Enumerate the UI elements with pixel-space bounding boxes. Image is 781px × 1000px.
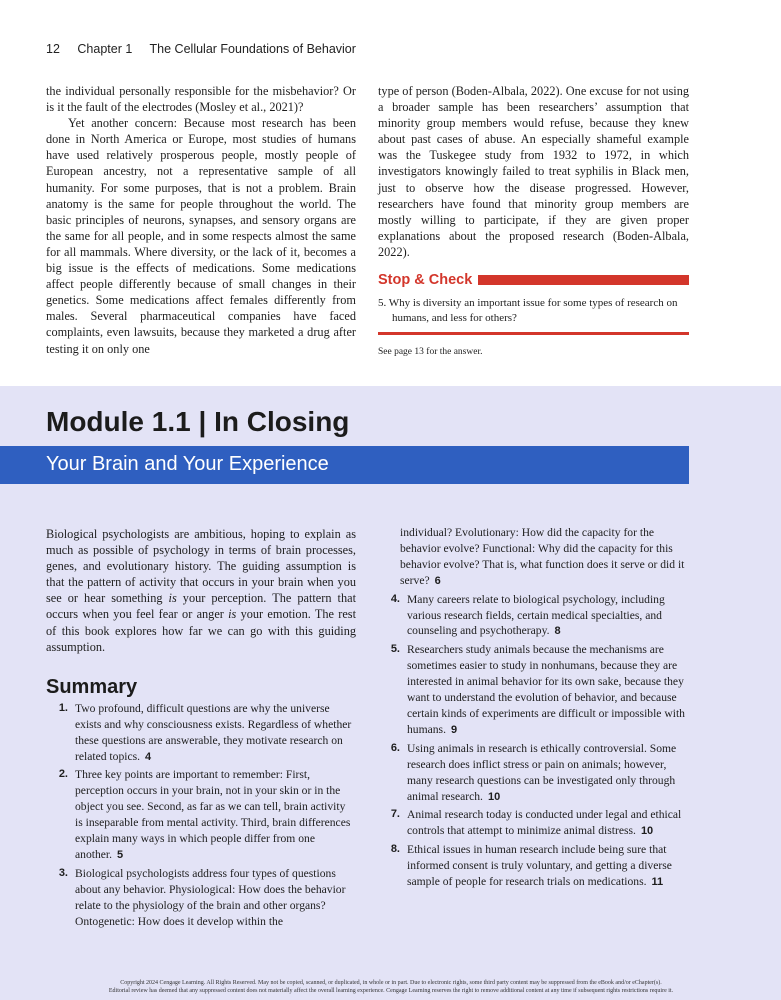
summary-item-number: 3. bbox=[58, 866, 68, 879]
top-left-column bbox=[46, 83, 356, 357]
stop-and-check-bar bbox=[478, 275, 689, 285]
summary-item bbox=[378, 741, 689, 806]
stop-and-check-header bbox=[378, 272, 689, 288]
answer-reference: See page 13 for the answer. bbox=[378, 347, 483, 358]
intro-paragraph: Biological psychologists are ambitious, hoping to explain as much as possible of psychology in terms of brain processes, genes, and evolutionary history. The guiding assumption is that the pattern of activity that occurs in your brain when you see or hear something is your perception. The pattern that occurs when you feel fear or anger is your emotion. The rest of this book explores how far we can go with this guiding assumption. bbox=[46, 527, 356, 654]
copyright-line: Editorial review has deemed that any suppressed content does not materially affect the overall learning experience. Cengage Learning reserves the right to remove additional content at any time if subsequent rights restrictions require it. bbox=[108, 988, 674, 994]
paragraph: the individual personally responsible for the misbehavior? Or is it the fault of the electrodes (Mosley et al., 2021)? bbox=[46, 84, 356, 115]
stop-and-check-box bbox=[378, 272, 689, 360]
page-reference: 11 bbox=[651, 876, 664, 889]
page-reference: 10 bbox=[487, 790, 501, 803]
summary-item-text: Researchers study animals because the mechanisms are sometimes easier to study in nonhumans, because they are interested in animal behavior for its own sake, because they want to understand the evolution of behavior, and because certain kinds of experiments are difficult or impossible with humans. 9 bbox=[407, 643, 685, 736]
stop-and-check-title: Stop & Check bbox=[378, 272, 473, 289]
summary-heading: Summary bbox=[46, 675, 138, 698]
page-reference: 4 bbox=[145, 750, 152, 763]
paragraph: type of person (Boden-Albala, 2022). One excuse for not using a broader sample has been researchers’ assumption that minority group members would refuse, because they knew about past cases of abuse. An especially shameful example was the Tuskegee study from 1932 to 1972, in which investigators knowingly failed to treat syphilis in Black men, just to observe how the disease progressed. However, researchers have found that minority group members are mostly willing to participate, if they are given proper explanations about the proposed research (Boden-Albala, 2022). bbox=[378, 84, 689, 259]
module-subtitle: Your Brain and Your Experience bbox=[46, 453, 329, 475]
chapter-label: Chapter 1 bbox=[77, 42, 133, 56]
summary-list-left bbox=[46, 701, 356, 930]
module-closing-section bbox=[0, 386, 781, 1000]
paragraph: Yet another concern: Because most research has been done in North America or Europe, most studies of humans have used relatively prosperous people, mostly people of European ancestry, not a representative sample of all humanity. For some purposes, that is not a problem. Brain anatomy is the same for people throughout the world. The basic principles of neurons, synapses, and sensory organs are the same for all people, and in some respects almost the same for all mammals. Where diversity, or the lack of it, becomes a big issue is the effects of medications. Some medications affect people differently because of small changes in their genetics. Some medications affect females differently from males. Several pharmaceutical companies have faced complaints, even lawsuits, because they marketed a drug after testing it on only one bbox=[46, 116, 356, 356]
stop-and-check-question: 5. Why is diversity an important issue for some types of research on humans, and less for others? bbox=[378, 297, 678, 325]
copyright-line: Copyright 2024 Cengage Learning. All Rights Reserved. May not be copied, scanned, or duplicated, in whole or in part. Due to electronic rights, some third party content may be suppressed from the eBook and/or eChapter(s). bbox=[120, 980, 662, 986]
summary-item-text: Three key points are important to remember: First, perception occurs in your brain, not in your skin or in the object you see. Second, as far as we can tell, brain activity is inseparable from mental activity. Third, brain differences explain many ways in which people differ from one another. 5 bbox=[75, 768, 351, 861]
summary-item bbox=[378, 842, 689, 891]
summary-item bbox=[378, 642, 689, 738]
top-right-column bbox=[378, 83, 689, 360]
page-reference: 9 bbox=[450, 723, 458, 736]
module-title: Module 1.1 | In Closing bbox=[46, 406, 350, 437]
summary-item-number: 1. bbox=[58, 701, 68, 714]
summary-item-continued: individual? Evolutionary: How did the capacity for the behavior evolve? Functional: Why did the capacity for this behavior evolve? That is, what function does it serve or did it serve? 6 bbox=[400, 526, 685, 587]
page-number: 12 bbox=[46, 42, 60, 56]
summary-item-number: 5. bbox=[390, 643, 400, 656]
summary-item-text: Two profound, difficult questions are why the universe exists and why consciousness exists. Regardless of whether these questions are answerable, they motivate research on related topics. 4 bbox=[75, 701, 352, 763]
page-reference: 8 bbox=[554, 625, 561, 638]
summary-item-number: 6. bbox=[390, 741, 400, 754]
chapter-title: The Cellular Foundations of Behavior bbox=[149, 42, 356, 56]
summary-item-text: Animal research today is conducted under legal and ethical controls that attempt to minimize animal distress. 10 bbox=[407, 808, 682, 838]
page-reference: 10 bbox=[640, 825, 654, 838]
summary-item bbox=[46, 701, 356, 766]
page-reference: 6 bbox=[434, 574, 441, 587]
summary-item-number: 4. bbox=[390, 592, 400, 605]
module-left-column bbox=[46, 526, 356, 932]
summary-item-text: Biological psychologists address four types of questions about any behavior. Physiological: How does the behavior relate to the physiology of the brain and other organs? Ontogenetic: How does it develop within the bbox=[75, 866, 346, 928]
summary-item-text: Using animals in research is ethically controversial. Some research does inflict stress or pain on animals; however, many research questions can be investigated only through animal research. 10 bbox=[407, 741, 677, 803]
summary-item bbox=[46, 866, 356, 930]
running-head bbox=[46, 42, 370, 56]
summary-item-text: Ethical issues in human research include being sure that informed consent is truly voluntary, and getting a diverse sample of people for research trials on medications. 11 bbox=[407, 843, 672, 889]
summary-item-number: 7. bbox=[390, 808, 400, 821]
module-subtitle-band bbox=[0, 446, 689, 484]
module-right-column bbox=[378, 525, 689, 893]
summary-item-number: 8. bbox=[390, 843, 400, 856]
page-reference: 5 bbox=[117, 849, 124, 861]
summary-item-text: Many careers relate to biological psychology, including various research fields, certain medical specialties, and counseling and psychotherapy. 8 bbox=[407, 592, 665, 638]
stop-and-check-rule bbox=[378, 332, 689, 335]
summary-item bbox=[46, 767, 356, 863]
summary-list-right bbox=[378, 592, 689, 891]
summary-item bbox=[378, 807, 689, 840]
copyright-footer bbox=[60, 979, 722, 995]
summary-item bbox=[378, 592, 689, 641]
summary-item-number: 2. bbox=[58, 768, 68, 781]
